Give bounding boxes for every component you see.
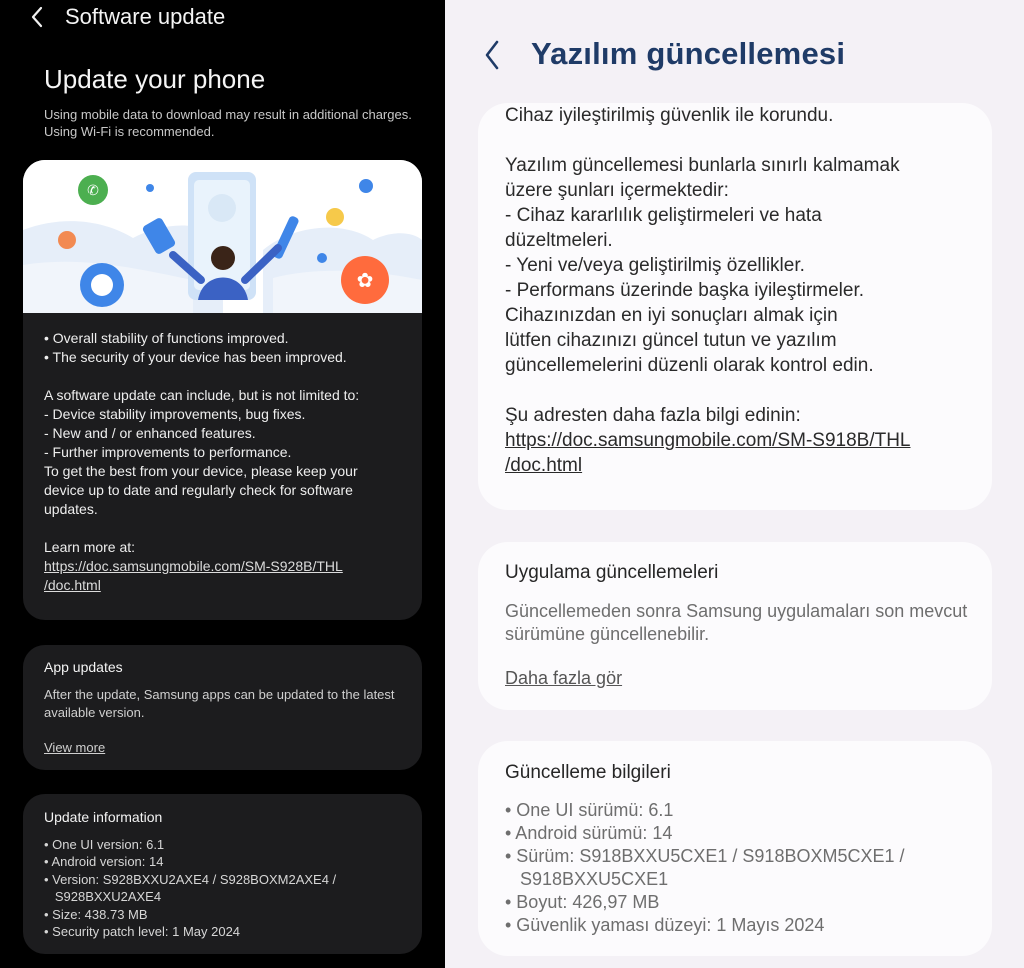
info-item: • Android version: 14 xyxy=(44,854,164,870)
page-heading: Update your phone xyxy=(44,64,266,94)
info-item: • Android sürümü: 14 xyxy=(505,823,673,843)
info-item: • Sürüm: S918BXXU5CXE1 / S918BOXM5CXE1 / xyxy=(505,846,905,866)
note-line: lütfen cihazınızı güncel tutun ve yazılım xyxy=(505,330,837,351)
note-line: - Device stability improvements, bug fixes. xyxy=(44,406,306,422)
top-app-bar xyxy=(0,0,445,36)
note-line: - Cihaz kararlılık geliştirmeleri ve hata xyxy=(505,205,822,226)
release-notes xyxy=(44,329,406,595)
spacer xyxy=(505,378,975,403)
note-line: Şu adresten daha fazla bilgi edinin: xyxy=(505,405,801,426)
note-line: Cihaz iyileştirilmiş güvenlik ile korundu. xyxy=(505,105,834,126)
screen-title: Software update xyxy=(65,4,226,29)
note-line: - New and / or enhanced features. xyxy=(44,425,256,441)
info-item: S918BXXU5CXE1 xyxy=(505,869,669,889)
note-line: güncellemelerini düzenli olarak kontrol edin. xyxy=(505,355,874,376)
note-line: Cihazınızdan en iyi sonuçları almak için xyxy=(505,305,838,326)
info-item: • Size: 438.73 MB xyxy=(44,906,148,922)
note-line: A software update can include, but is not limited to: xyxy=(44,387,360,403)
spacer xyxy=(505,128,975,153)
info-item: • Security patch level: 1 May 2024 xyxy=(44,924,241,940)
app-updates-card xyxy=(23,645,422,770)
doc-link[interactable]: https://doc.samsungmobile.com/SM-S918B/THL xyxy=(505,430,911,451)
note-line: device up to date and regularly check for software xyxy=(44,482,353,498)
back-arrow-icon[interactable] xyxy=(482,38,504,72)
app-updates-text: Güncellemeden sonra Samsung uygulamaları son mevcut sürümüne güncellenebilir. xyxy=(505,601,968,644)
info-item: • One UI version: 6.1 xyxy=(44,837,165,852)
light-screen xyxy=(445,0,1024,968)
note-line: düzeltmeleri. xyxy=(505,230,613,251)
spacer xyxy=(44,367,406,386)
note-line: Learn more at: xyxy=(44,539,136,555)
note-line: • The security of your device has been improved. xyxy=(44,349,347,365)
update-info-list xyxy=(505,799,975,937)
doc-link[interactable]: /doc.html xyxy=(44,577,101,593)
note-line: - Further improvements to performance. xyxy=(44,444,292,460)
info-item: S928BXXU2AXE4 xyxy=(44,889,162,905)
note-line: - Performans üzerinde başka iyileştirmeler. xyxy=(505,280,865,301)
app-updates-card xyxy=(478,542,992,710)
update-info-title: Update information xyxy=(44,809,163,825)
note-line: - Yeni ve/veya geliştirilmiş özellikler. xyxy=(505,255,805,276)
app-updates-text: After the update, Samsung apps can be updated to the latest available version. xyxy=(44,687,395,720)
note-line: Yazılım güncellemesi bunlarla sınırlı kalmamak xyxy=(505,155,900,176)
dark-screen xyxy=(0,0,445,968)
info-item: • Güvenlik yaması düzeyi: 1 Mayıs 2024 xyxy=(505,915,825,935)
screen-title: Yazılım güncellemesi xyxy=(531,36,846,71)
view-more-link[interactable]: View more xyxy=(44,740,106,755)
info-item: • One UI sürümü: 6.1 xyxy=(505,800,674,820)
doc-link[interactable]: /doc.html xyxy=(505,455,583,476)
app-updates-title: App updates xyxy=(44,659,123,675)
note-line: updates. xyxy=(44,501,98,517)
update-information-card xyxy=(23,794,422,954)
see-more-link[interactable]: Daha fazla gör xyxy=(505,668,623,688)
spacer xyxy=(44,519,406,538)
note-line: üzere şunları içermektedir: xyxy=(505,180,729,201)
svg-text:✆: ✆ xyxy=(87,182,99,198)
release-notes-card xyxy=(23,160,422,620)
note-line: To get the best from your device, please keep your xyxy=(44,463,358,479)
info-item: • Boyut: 426,97 MB xyxy=(505,892,660,912)
data-warning-text: Using mobile data to download may result in additional charges. Using Wi-Fi is recommended. xyxy=(44,107,412,139)
note-line: • Overall stability of functions improved. xyxy=(44,330,289,346)
back-arrow-icon[interactable] xyxy=(28,4,48,30)
release-notes-card xyxy=(478,103,992,510)
update-illustration xyxy=(23,160,422,313)
release-notes xyxy=(505,103,975,478)
doc-link[interactable]: https://doc.samsungmobile.com/SM-S928B/THL xyxy=(44,558,343,574)
app-updates-title: Uygulama güncellemeleri xyxy=(505,562,719,583)
update-information-card xyxy=(478,741,992,956)
update-info-list xyxy=(44,836,406,940)
update-info-title: Güncelleme bilgileri xyxy=(505,762,671,783)
svg-text:✿: ✿ xyxy=(356,270,374,292)
info-item: • Version: S928BXXU2AXE4 / S928BOXM2AXE4 / xyxy=(44,871,337,887)
